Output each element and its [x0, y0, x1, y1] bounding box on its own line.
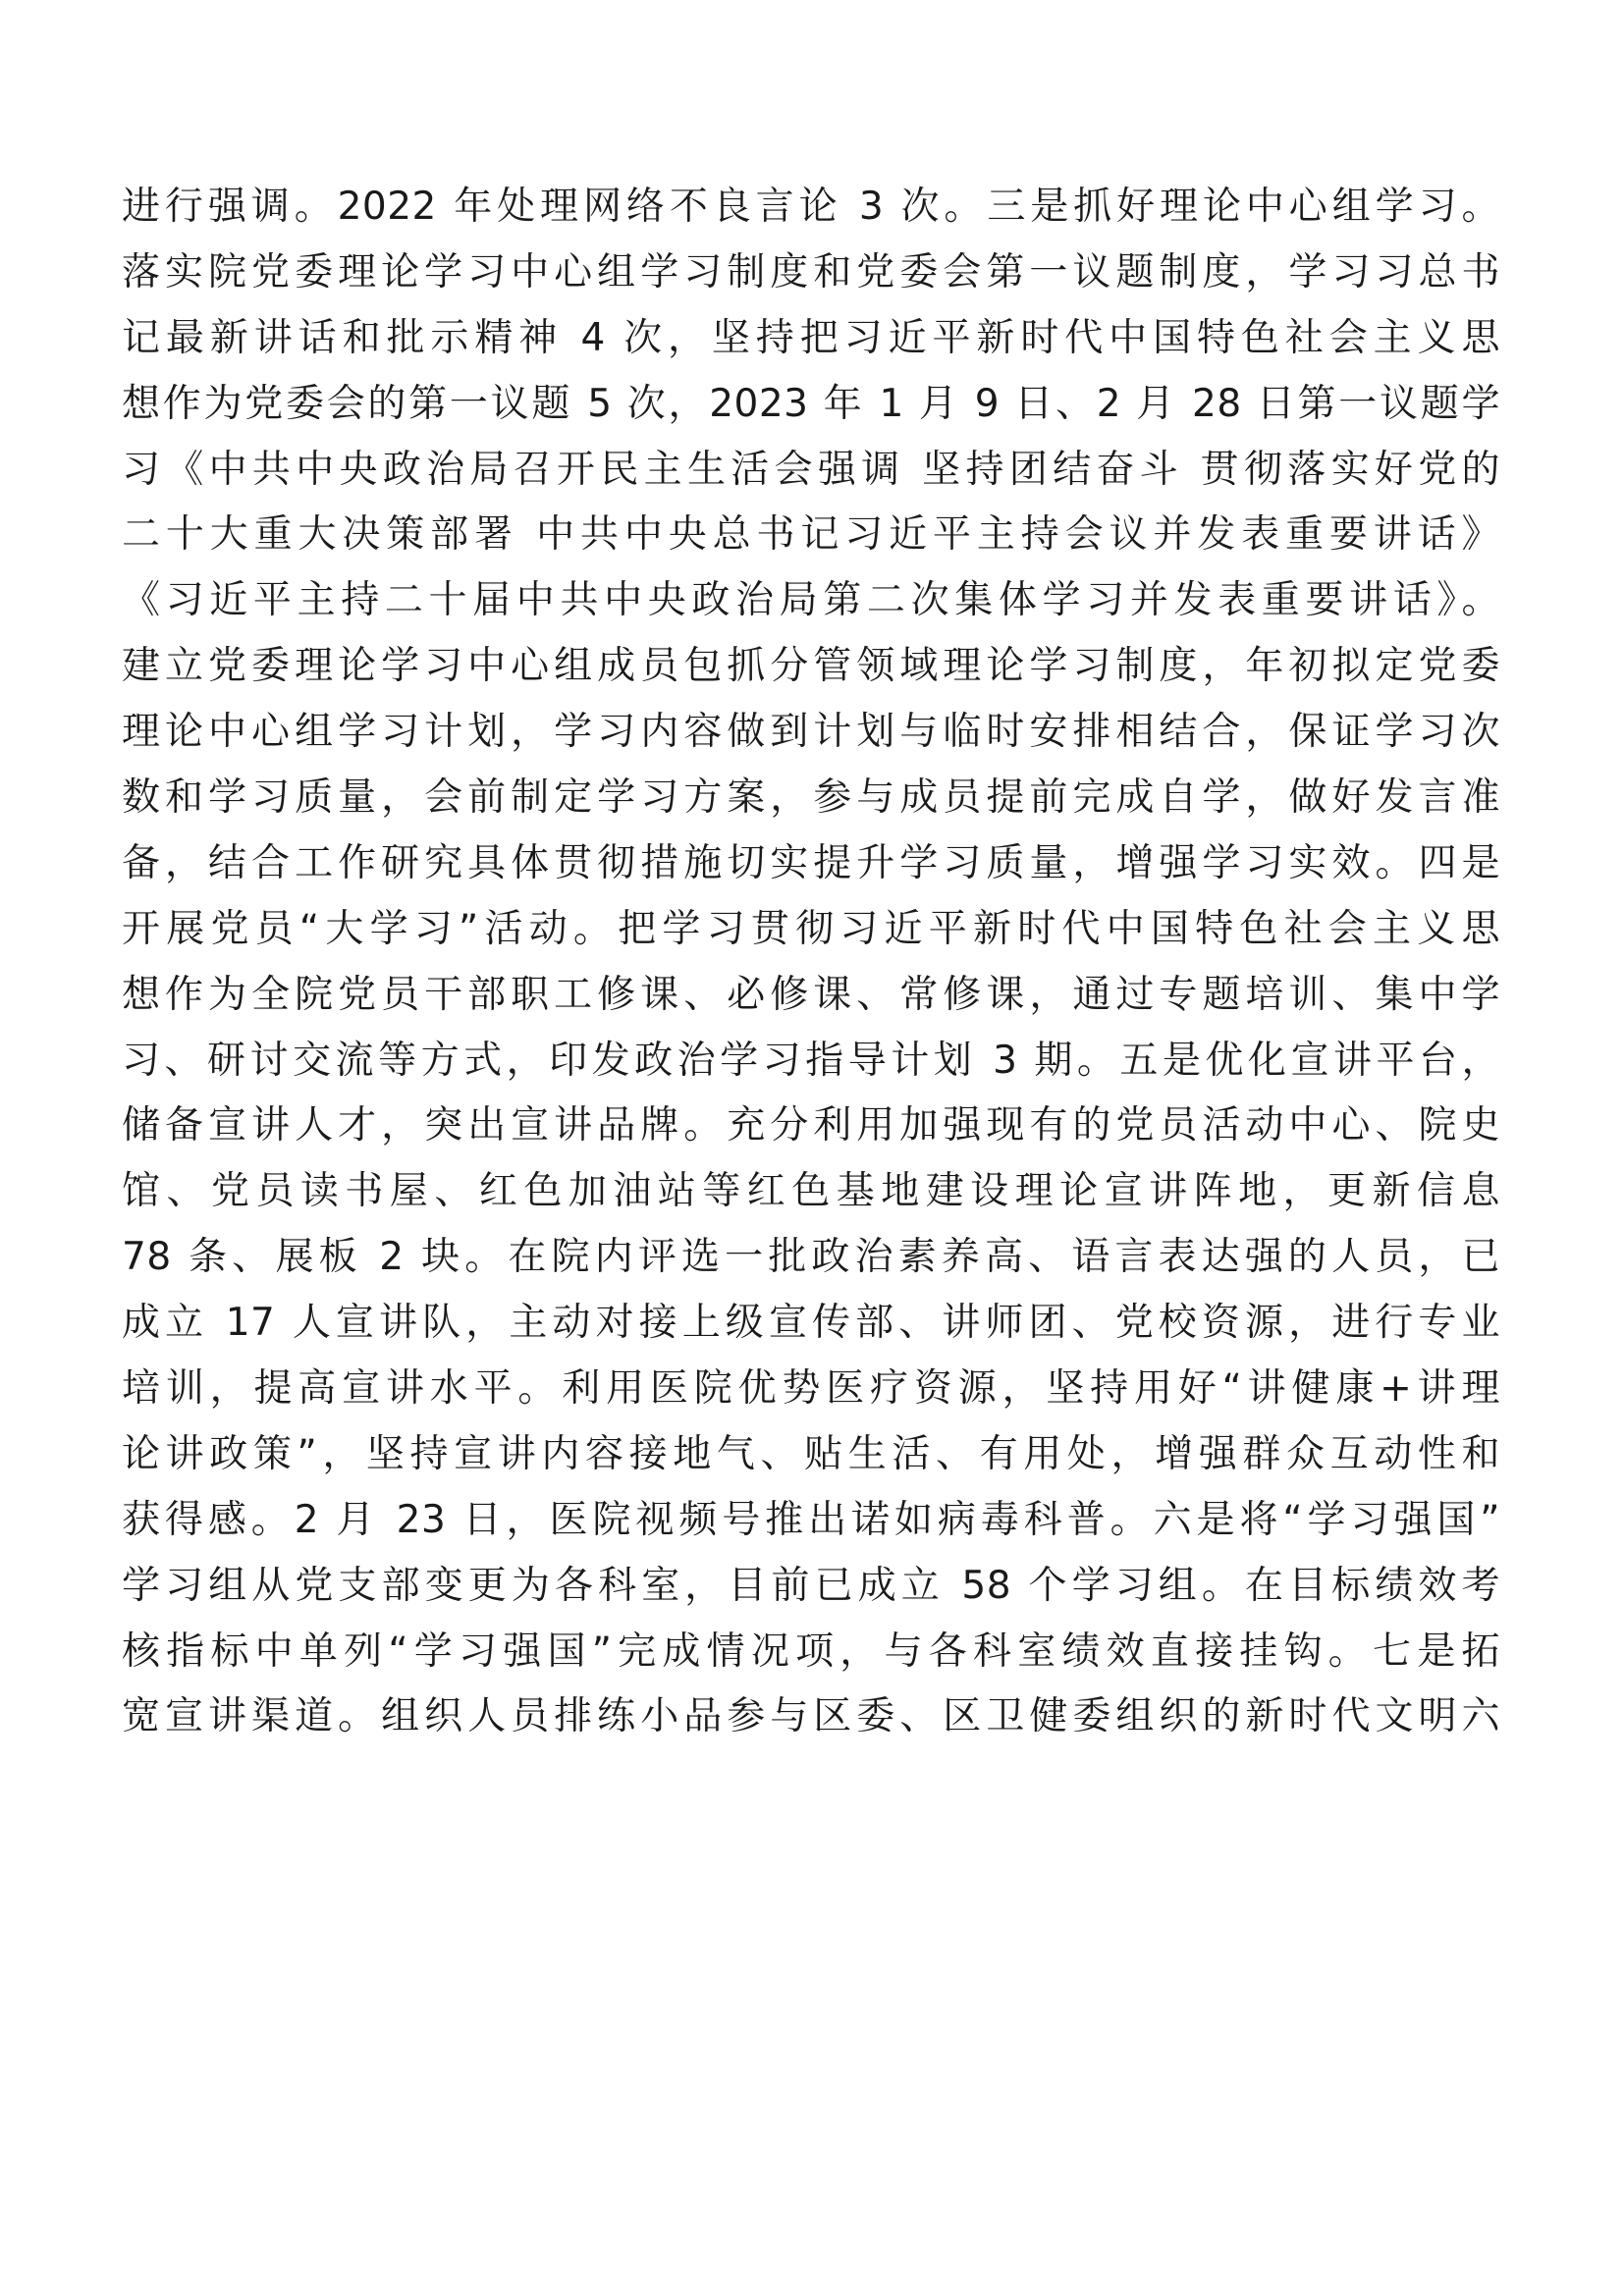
text-line-7: 《习近平主持二十届中共中央政治局第二次集体学习并发表重要讲话》。	[122, 578, 1500, 623]
text-line-18: 成立 17 人宣讲队，主动对接上级宣传部、讲师团、党校资源，进行专业	[122, 1301, 1500, 1346]
text-line-14: 习、研讨交流等方式，印发政治学习指导计划 3 期。五是优化宣讲平台，	[122, 1038, 1500, 1083]
text-line-5: 习《中共中央政治局召开民主生活会强调 坚持团结奋斗 贯彻落实好党的	[122, 447, 1500, 492]
text-line-12: 开展党员“大学习”活动。把学习贯彻习近平新时代中国特色社会主义思	[122, 906, 1500, 951]
text-line-8: 建立党委理论学习中心组成员包抓分管领域理论学习制度，年初拟定党委	[122, 644, 1500, 689]
text-line-9: 理论中心组学习计划，学习内容做到计划与临时安排相结合，保证学习次	[122, 710, 1500, 755]
text-line-10: 数和学习质量，会前制定学习方案，参与成员提前完成自学，做好发言准	[122, 775, 1500, 821]
text-line-15: 储备宣讲人才，突出宣讲品牌。充分利用加强现有的党员活动中心、院史	[122, 1103, 1500, 1148]
text-line-16: 馆、党员读书屋、红色加油站等红色基地建设理论宣讲阵地，更新信息	[122, 1169, 1500, 1214]
text-line-24: 宽宣讲渠道。组织人员排练小品参与区委、区卫健委组织的新时代文明六	[122, 1694, 1500, 1739]
text-line-6: 二十大重大决策部署 中共中央总书记习近平主持会议并发表重要讲话》	[122, 512, 1500, 558]
text-line-20: 论讲政策”，坚持宣讲内容接地气、贴生活、有用处，增强群众互动性和	[122, 1431, 1500, 1476]
text-line-1: 进行强调。2022 年处理网络不良言论 3 次。三是抓好理论中心组学习。	[122, 185, 1500, 229]
text-line-11: 备，结合工作研究具体贯彻措施切实提升学习质量，增强学习实效。四是	[122, 840, 1500, 885]
text-line-21: 获得感。2 月 23 日，医院视频号推出诺如病毒科普。六是将“学习强国”	[122, 1497, 1500, 1542]
text-line-2: 落实院党委理论学习中心组学习制度和党委会第一议题制度，学习习总书	[122, 249, 1500, 294]
text-line-22: 学习组从党支部变更为各科室，目前已成立 58 个学习组。在目标绩效考	[122, 1563, 1500, 1608]
text-line-17: 78 条、展板 2 块。在院内评选一批政治素养高、语言表达强的人员，已	[122, 1235, 1500, 1280]
text-line-23: 核指标中单列“学习强国”完成情况项，与各科室绩效直接挂钩。七是拓	[122, 1629, 1500, 1674]
text-line-13: 想作为全院党员干部职工修课、必修课、常修课，通过专题培训、集中学	[122, 972, 1500, 1017]
text-line-4: 想作为党委会的第一议题 5 次，2023 年 1 月 9 日、2 月 28 日第一议题学	[122, 381, 1500, 426]
text-line-3: 记最新讲话和批示精神 4 次，坚持把习近平新时代中国特色社会主义思	[122, 315, 1500, 360]
body-text	[122, 175, 1500, 1750]
text-line-19: 培训，提高宣讲水平。利用医院优势医疗资源，坚持用好“讲健康+讲理	[122, 1366, 1500, 1412]
